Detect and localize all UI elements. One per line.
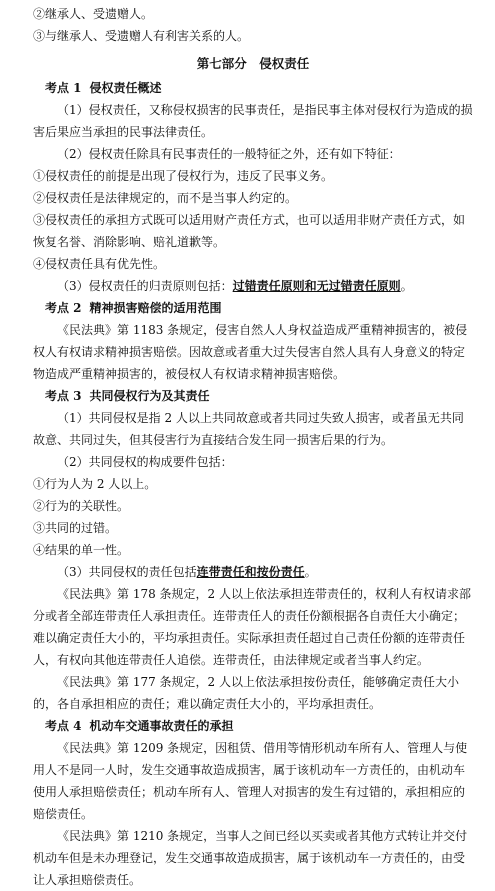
section-title: 精神损害赔偿的适用范围 — [89, 301, 222, 315]
part-title: 第七部分 侵权责任 — [196, 56, 310, 71]
section-title: 机动车交通事故责任的承担 — [89, 719, 234, 733]
list-item: ④侵权责任具有优先性。 — [33, 257, 166, 271]
list-item: ③侵权责任的承担方式既可以适用财产责任方式，也可以适用非财产责任方式，如恢复名誉、消除影响、赔礼道歉等。 — [33, 213, 466, 249]
highlighted-text: 连带责任和按份责任 — [196, 565, 305, 579]
paragraph: （2）共同侵权的构成要件包括： — [57, 455, 233, 469]
text-span: 。 — [304, 565, 317, 579]
section-heading — [33, 77, 473, 99]
list-item: ①行为人为 2 人以上。 — [33, 477, 157, 491]
paragraph: 《民法典》第 178 条规定，2 人以上依法承担连带责任的，权利人有权请求部分或者全部连带责任人承担责任。连带责任人的责任份额根据各自责任大小确定；难以确定责任大小的，平均承担责任。实际承担责任超过自己责任份额的连带责任人，有权向其他连带责任人追偿。连带责任，由法律规定或者当事人约定。 — [33, 587, 471, 667]
section-title: 侵权责任概述 — [89, 81, 162, 95]
section-heading — [33, 715, 473, 737]
text-span: （3）共同侵权的责任包括 — [57, 565, 197, 579]
paragraph: （2）侵权责任除具有民事责任的一般特征之外，还有如下特征： — [57, 147, 401, 161]
highlighted-text: 过错责任原则和无过错责任原则 — [232, 279, 401, 293]
paragraph: （1）共同侵权是指 2 人以上共同故意或者共同过失致人损害，或者虽无共同故意、共同过失，但其侵害行为直接结合发生同一损害后果的行为。 — [33, 411, 464, 447]
list-item: ④结果的单一性。 — [33, 543, 130, 557]
text-span: 。 — [400, 279, 413, 293]
paragraph — [33, 275, 473, 297]
section-title: 共同侵权行为及其责任 — [89, 389, 210, 403]
section-number: 考点 3 — [45, 389, 82, 403]
section-number: 考点 4 — [45, 719, 82, 733]
list-item: ①侵权责任的前提是出现了侵权行为，违反了民事义务。 — [33, 169, 334, 183]
section-heading — [33, 385, 473, 407]
section-number: 考点 2 — [45, 301, 82, 315]
list-item: ②继承人、受遗赠人。 — [33, 7, 154, 21]
list-item: ②侵权责任是法律规定的，而不是当事人约定的。 — [33, 191, 298, 205]
paragraph — [33, 561, 473, 583]
paragraph: 《民法典》第 1209 条规定，因租赁、借用等情形机动车所有人、管理人与使用人不是同一人时，发生交通事故造成损害，属于该机动车一方责任的，由机动车使用人承担赔偿责任；机动车所有人、管理人对损害的发生有过错的，承担相应的赔偿责任。 — [33, 741, 468, 821]
section-number: 考点 1 — [45, 81, 82, 95]
paragraph: 《民法典》第 1183 条规定，侵害自然人人身权益造成严重精神损害的，被侵权人有权请求精神损害赔偿。因故意或者重大过失侵害自然人具有人身意义的特定物造成严重精神损害的，被侵权人有权请求精神损害赔偿。 — [33, 323, 468, 381]
paragraph: 《民法典》第 177 条规定，2 人以上依法承担按份责任，能够确定责任大小的，各自承担相应的责任；难以确定责任大小的，平均承担责任。 — [33, 675, 459, 711]
text-span: （3）侵权责任的归责原则包括： — [57, 279, 233, 293]
paragraph: 《民法典》第 1210 条规定，当事人之间已经以买卖或者其他方式转让并交付机动车但是未办理登记，发生交通事故造成损害，属于该机动车一方责任的，由受让人承担赔偿责任。 — [33, 829, 468, 887]
paragraph: （1）侵权责任，又称侵权损害的民事责任，是指民事主体对侵权行为造成的损害后果应当承担的民事法律责任。 — [33, 103, 473, 139]
list-item: ③与继承人、受遗赠人有利害关系的人。 — [33, 29, 250, 43]
list-item: ③共同的过错。 — [33, 521, 118, 535]
list-item: ②行为的关联性。 — [33, 499, 130, 513]
section-heading — [33, 297, 473, 319]
